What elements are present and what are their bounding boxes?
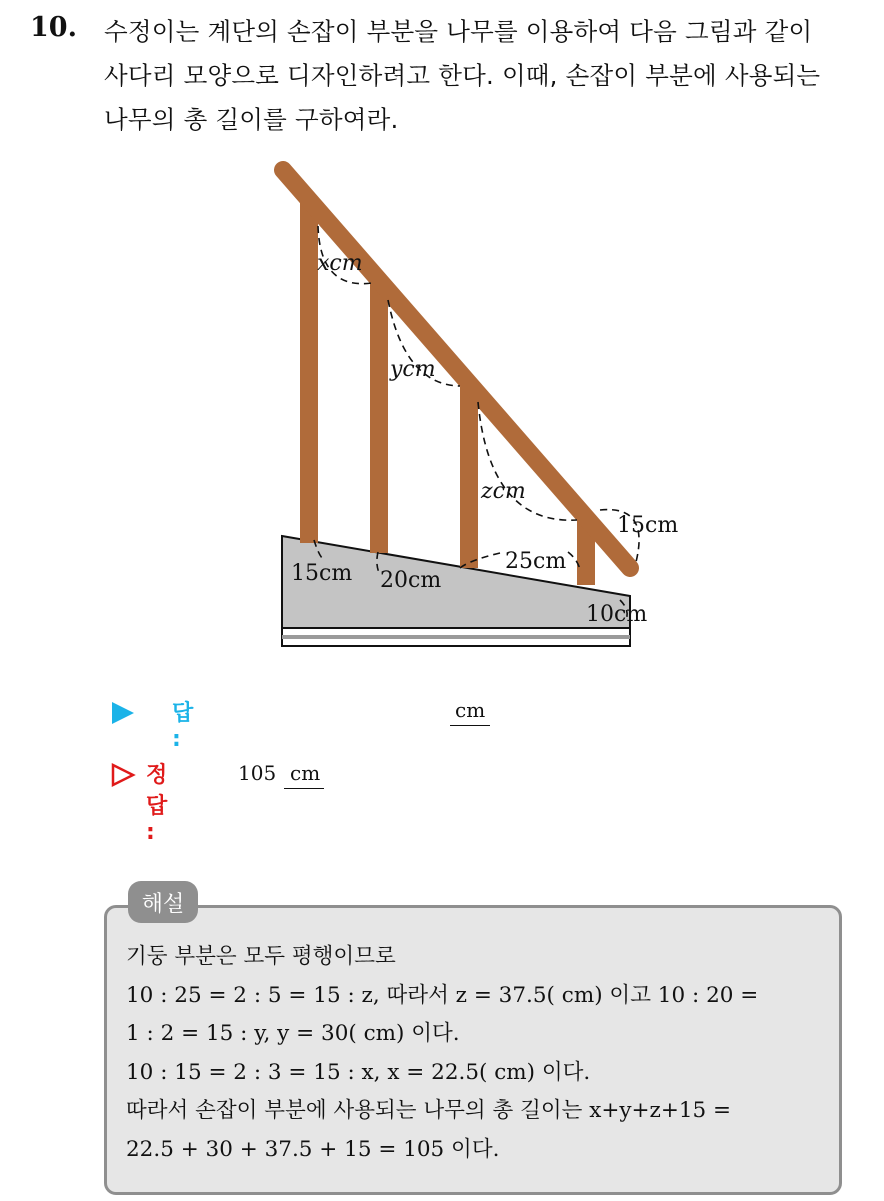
label-bottom-3: 25cm [505, 549, 567, 574]
label-bottom-4: 10cm [586, 602, 648, 627]
explanation-tab: 해설 [128, 881, 198, 923]
label-x: xcm [317, 251, 363, 276]
correct-unit: cm [290, 761, 321, 785]
play-triangle-icon [110, 700, 136, 726]
explanation-line: 기둥 부분은 모두 평행이므로 [126, 944, 396, 969]
explanation-line: 따라서 손잡이 부분에 사용되는 나무의 총 길이는 x+y+z+15 = [126, 1098, 732, 1123]
label-y: ycm [390, 357, 436, 382]
outline-triangle-icon [110, 762, 136, 788]
post-1 [300, 198, 318, 543]
correct-value: 105 [238, 761, 277, 785]
label-bottom-2: 20cm [380, 568, 442, 593]
label-z: zcm [481, 479, 526, 504]
problem-line: 사다리 모양으로 디자인하려고 한다. 이때, 손잡이 부분에 사용되는 [104, 61, 821, 90]
problem-number: 10. [30, 12, 77, 43]
post-3 [460, 387, 478, 568]
correct-underline [284, 788, 324, 789]
label-top-right: 15cm [617, 513, 679, 538]
handrail-bar [283, 170, 630, 568]
explanation-line: 1 : 2 = 15 : y, y = 30( cm) 이다. [126, 1021, 460, 1046]
answer-underline [450, 725, 490, 726]
problem-line: 수정이는 계단의 손잡이 부분을 나무를 이용하여 다음 그림과 같이 [104, 17, 813, 46]
answer-unit: cm [455, 698, 486, 722]
post-2 [370, 282, 388, 553]
answer-label: 답 : [172, 701, 194, 752]
explanation-line: 22.5 + 30 + 37.5 + 15 = 105 이다. [126, 1136, 500, 1162]
explanation-line: 10 : 15 = 2 : 3 = 15 : x, x = 22.5( cm) 이다. [126, 1059, 591, 1085]
problem-line: 나무의 총 길이를 구하여라. [104, 105, 399, 134]
explanation-text [126, 938, 836, 1169]
correct-label: 정답 : [146, 763, 168, 845]
label-bottom-1: 15cm [291, 561, 353, 586]
explanation-line: 10 : 25 = 2 : 5 = 15 : z, 따라서 z = 37.5( cm) 이고 10 : 20 = [126, 982, 759, 1008]
